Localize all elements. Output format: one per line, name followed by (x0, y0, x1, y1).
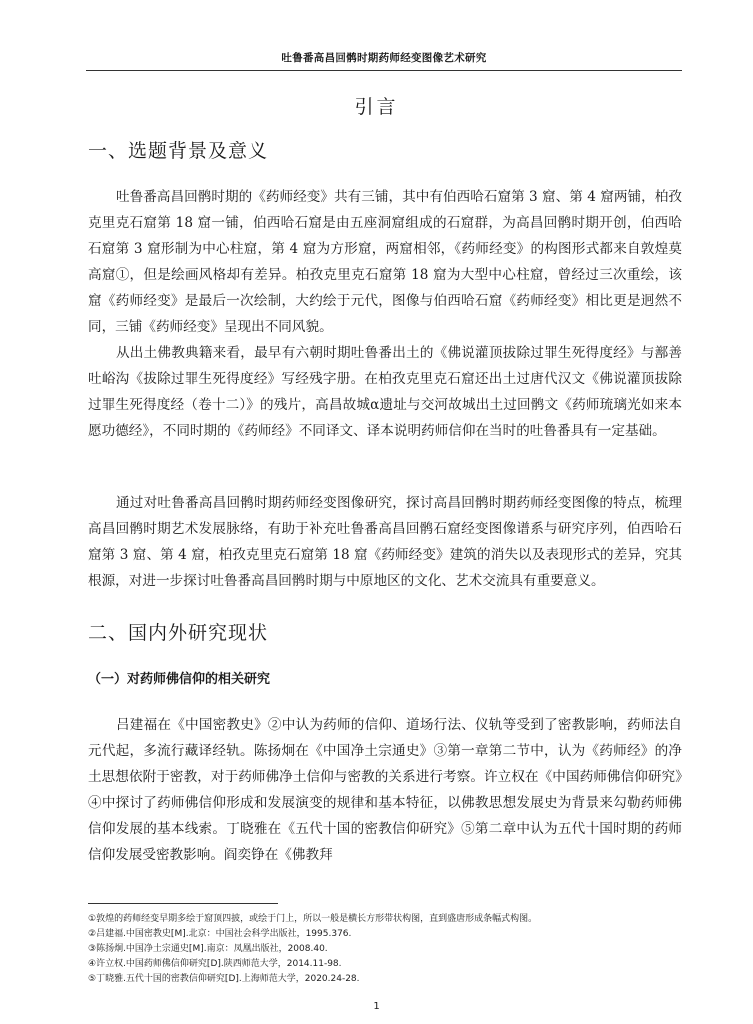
footnote-rule (88, 903, 278, 904)
footnote: ③陈扬炯.中国净土宗通史[M].南京：凤凰出版社，2008.40. (88, 944, 328, 954)
body-paragraph: 吐鲁番高昌回鹘时期的《药师经变》共有三铺，其中有伯西哈石窟第 3 窟、第 4 窟两铺，柏孜克里克石窟第 18 窟一铺，伯西哈石窟是由五座洞窟组成的石窟群，为高昌回鹘时期开创，伯西哈石窟第 3 窟形制为中心柱窟，第 4 窟为方形窟，两窟相邻，《药师经变》的构图形式都来自敦煌莫高窟①，但是绘画风格却有差异。柏孜克里克石窟第 18 窟为大型中心柱窟，曾经过三次重绘，该窟《药师经变》是最后一次绘制，大约绘于元代，图像与伯西哈石窟《药师经变》相比更是迥然不同，三铺《药师经变》呈现出不同风貌。 (88, 189, 682, 335)
chapter-title: 引言 (354, 96, 399, 118)
body-paragraph: 从出土佛教典籍来看，最早有六朝时期吐鲁番出土的《佛说灌顶拔除过罪生死得度经》与鄯善吐峪沟《拔除过罪生死得度经》写经残字册。在柏孜克里克石窟还出土过唐代汉文《佛说灌顶拔除过罪生死得度经（卷十二）》的残片，高昌故城α遗址与交河故城出土过回鹘文《药师琉璃光如来本愿功德经》，不同时期的《药师经》不同译文、译本说明药师信仰在当时的吐鲁番具有一定基础。 (88, 345, 682, 439)
body-paragraph: 吕建福在《中国密教史》②中认为药师的信仰、道场行法、仪轨等受到了密教影响，药师法自元代起，多流行藏译经轨。陈扬炯在《中国净土宗通史》③第一章第二节中，认为《药师经》的净土思想依附于密教，对于药师佛净土信仰与密教的关系进行考察。许立权在《中国药师佛信仰研究》④中探讨了药师佛信仰形成和发展演变的规律和基本特征，以佛教思想发展史为背景来勾勒药师佛信仰发展的基本线索。丁晓雅在《五代十国的密教信仰研究》⑤第二章中认为五代十国时期的药师信仰发展受密教影响。阎奕铮在《佛教拜 (88, 717, 682, 863)
footnotes (88, 912, 682, 987)
section-heading-research-status: 二、国内外研究现状 (88, 622, 269, 644)
running-header-title: 吐鲁番高昌回鹘时期药师经变图像艺术研究 (281, 52, 487, 64)
body-paragraph: 通过对吐鲁番高昌回鹘时期药师经变图像研究，探讨高昌回鹘时期药师经变图像的特点，梳理高昌回鹘时期艺术发展脉络，有助于补充吐鲁番高昌回鹘石窟经变图像谱系与研究序列，伯西哈石窟第 3 窟、第 4 窟，柏孜克里克石窟第 18 窟《药师经变》建筑的消失以及表现形式的差异，究其根源，对进一步探讨吐鲁番高昌回鹘时期与中原地区的文化、艺术交流具有重要意义。 (88, 495, 682, 589)
footnote: ⑤丁晓雅.五代十国的密教信仰研究[D].上海师范大学，2020.24-28. (88, 974, 360, 984)
footnote: ②吕建福.中国密教史[M].北京：中国社会科学出版社，1995.376. (88, 929, 352, 939)
subsection-heading: （一）对药师佛信仰的相关研究 (88, 672, 271, 687)
header-rule (86, 70, 682, 71)
page-number: 1 (373, 1001, 380, 1012)
footnote: ①敦煌的药师经变早期多绘于窟顶四披，或绘于门上，所以一般是横长方形带状构图，直到盛唐形成条幅式构图。 (88, 914, 538, 924)
footnote: ④许立权.中国药师佛信仰研究[D].陕西师范大学，2014.11-98. (88, 959, 342, 969)
section-heading-background: 一、选题背景及意义 (88, 140, 269, 162)
